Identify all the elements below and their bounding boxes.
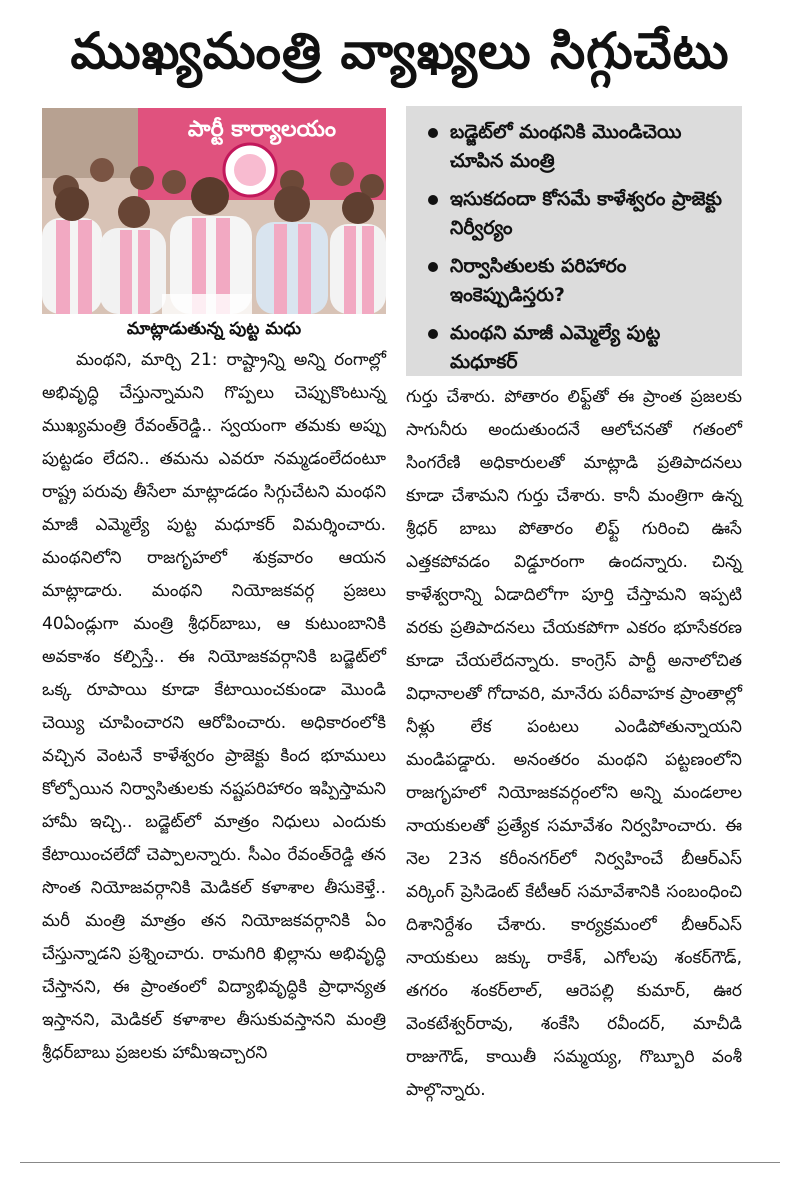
photo-banner-text: పార్టీ కార్యాలయం <box>187 117 337 142</box>
party-emblem-inner <box>234 154 266 186</box>
news-photo <box>42 108 386 314</box>
bottom-divider <box>20 1162 780 1163</box>
article-body-right: గుర్తు చేశారు. పోతారం లిఫ్ట్‌తో ఈ ప్రాంత ప్రజలకు సాగునీరు అందుతుందనే ఆలోచనతో గతంలో సింగరేణి అధికారులతో మాట్లాడి ప్రతిపాదనలు కూడా చేశామని గుర్తు చేశారు. కానీ మంత్రిగా ఉన్న శ్రీధర్ బాబు పోతారం లిఫ్ట్ గురించి ఊసే ఎత్తకపోవడం విడ్డూరంగా ఉందన్నారు. చిన్న కాళేశ్వరాన్ని ఏడాదిలోగా పూర్తి చేస్తామని ఇప్పటి వరకు ప్రతిపాదనలు చేయకపోగా ఎకరం భూసేకరణ కూడా చేయలేదన్నారు. కాంగ్రెస్ పార్టీ అనాలోచిత విధానాలతో గోదావరి, మానేరు పరీవాహక ప్రాంతాల్లో నీళ్లు లేక పంటలు ఎండిపోతున్నాయని మండిపడ్డారు. అనంతరం మంథని పట్టణంలోని రాజగృహలో నియోజకవర్గంలోని అన్ని మండలాల నాయకులతో ప్రత్యేక సమావేశం నిర్వహించారు. ఈ నెల 23న కరీంనగర్‌లో నిర్వహించే బీఆర్‌ఎస్ వర్కింగ్ ప్రెసిడెంట్ కేటీఆర్ సమావేశానికి సంబంధించి దిశానిర్దేశం చేశారు. కార్యక్రమంలో బీఆర్‌ఎస్ నాయకులు జక్కు రాకేశ్, ఎగోలపు శంకర్‌గౌడ్, తగరం శంకర్‌లాల్, ఆరెపల్లి కుమార్, ఊర వెంకటేశ్వర్‌రావు, శంకేసి రవీందర్, మాచీడి రాజుగౌడ్, కాయితీ సమ్మయ్య, గొబ్బూరి వంశీ పాల్గొన్నారు. <box>406 387 742 1100</box>
photo-backdrop-left <box>42 108 138 178</box>
highlight-text: మంథని మాజీ ఎమ్మెల్యే పుట్ట మధూకర్ <box>450 322 661 373</box>
highlight-item <box>424 252 730 310</box>
headline: ముఖ్యమంత్రి వ్యాఖ్యలు సిగ్గుచేటు <box>70 22 730 80</box>
highlight-text: ఇసుకదందా కోసమే కాళేశ్వరం ప్రాజెక్టు నిర్వీర్యం <box>450 188 722 239</box>
highlight-item <box>424 319 730 377</box>
bullet-icon <box>428 329 438 339</box>
highlight-item <box>424 118 730 176</box>
photo-caption: మాట్లాడుతున్న పుట్ట మధు <box>126 319 302 339</box>
highlights-box <box>406 106 742 376</box>
article-body-left: మంథని, మార్చి 21: రాష్ట్రాన్ని అన్ని రంగాల్లో అభివృద్ధి చేస్తున్నామని గొప్పలు చెప్పుకొంటున్న ముఖ్యమంత్రి రేవంత్‌రెడ్డి.. స్వయంగా తమకు అప్పు పుట్టడం లేదని.. తమను ఎవరూ నమ్మడంలేదంటూ రాష్ట్ర పరువు తీసేలా మాట్లాడడం సిగ్గుచేటని మంథని మాజీ ఎమ్మెల్యే పుట్ట మధూకర్ విమర్శించారు. మంథనిలోని రాజగృహలో శుక్రవారం ఆయన మాట్లాడారు. మంథని నియోజకవర్గ ప్రజలు 40ఏండ్లుగా మంత్రి శ్రీధర్‌బాబు, ఆ కుటుంబానికి అవకాశం కల్పిస్తే.. ఈ నియోజకవర్గానికి బడ్జెట్‌లో ఒక్క రూపాయి కూడా కేటాయించకుండా మొండి చెయ్యి చూపించారని ఆరోపించారు. అధికారంలోకి వచ్చిన వెంటనే కాళేశ్వరం ప్రాజెక్టు కింద భూములు కోల్పోయిన నిర్వాసితులకు నష్టపరిహారం ఇప్పిస్తామని హామీ ఇచ్చి.. బడ్జెట్‌లో మాత్రం నిధులు ఎందుకు కేటాయించలేదో చెప్పాలన్నారు. సీఎం రేవంత్‌రెడ్డి తన సొంత నియోజవర్గానికి మెడికల్ కళాశాల తీసుకెళ్తే.. మరీ మంత్రి మాత్రం తన నియోజకవర్గానికి ఏం చేస్తున్నాడని ప్రశ్నించారు. రామగిరి ఖిల్లాను అభివృద్ధి చేస్తానని, ఈ ప్రాంతంలో విద్యాభివృద్ధికి ప్రాధాన్యత ఇస్తానని, మెడికల్ కళాశాల తీసుకువస్తానని మంత్రి శ్రీధర్‌బాబు ప్రజలకు హామీఇచ్చారని <box>42 350 386 1063</box>
bullet-icon <box>428 262 438 272</box>
highlight-text: బడ్జెట్‌లో మంథనికి మొండిచెయి చూపిన మంత్రి <box>450 121 682 172</box>
photo-papers <box>162 294 252 314</box>
highlight-text: నిర్వాసితులకు పరిహారం ఇంకెప్పుడిస్తరు? <box>450 255 627 306</box>
highlight-item <box>424 185 730 243</box>
bullet-icon <box>428 128 438 138</box>
bullet-icon <box>428 195 438 205</box>
photo-illustration <box>42 108 386 314</box>
